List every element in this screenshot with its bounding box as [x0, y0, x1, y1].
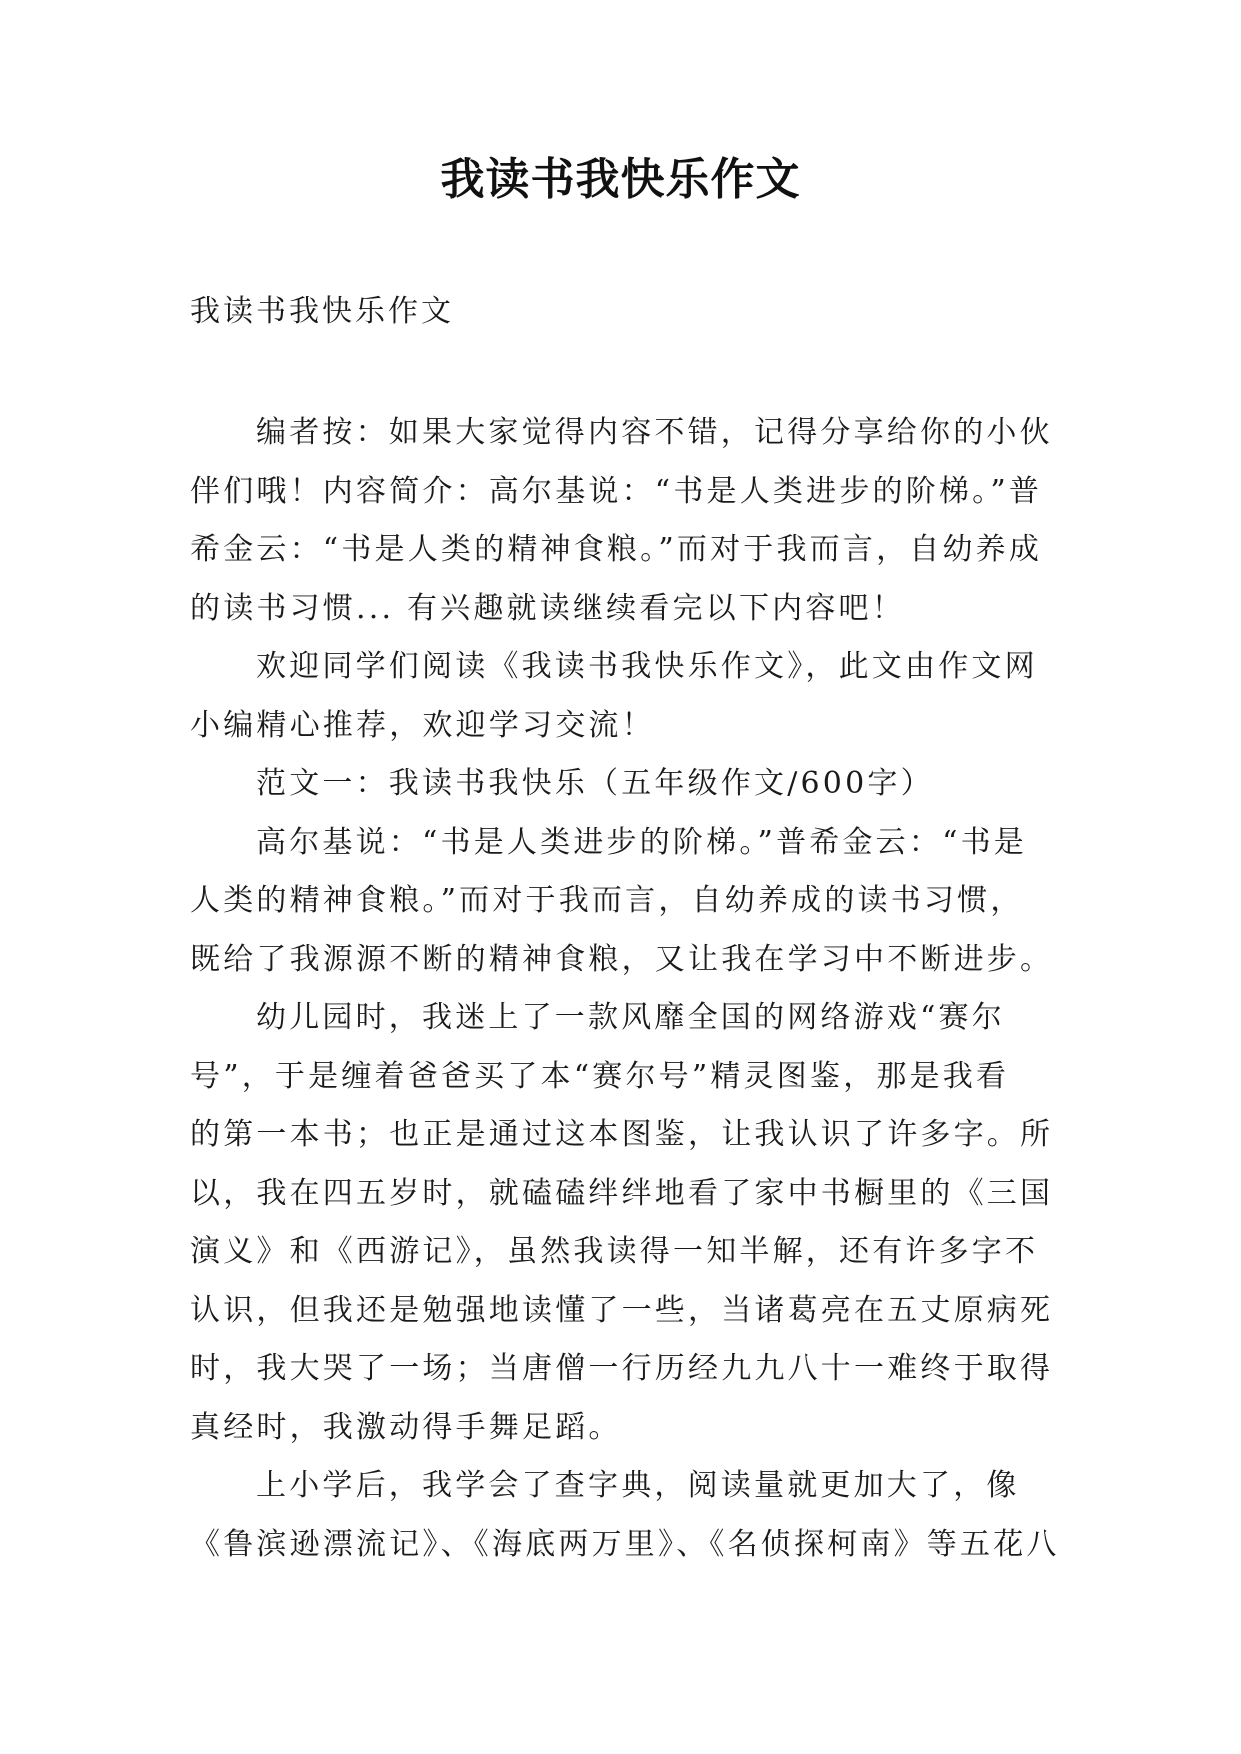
body-line: 伴们哦！内容简介：高尔基说：“书是人类进步的阶梯。”普: [190, 473, 1043, 509]
body-line: 人类的精神食粮。”而对于我而言，自幼养成的读书习惯，: [190, 883, 1024, 918]
body-line: 上小学后，我学会了查字典，阅读量就更加大了，像: [256, 1468, 1020, 1503]
document-subtitle: 我读书我快乐作文: [190, 294, 454, 329]
document-title: 我读书我快乐作文: [440, 154, 801, 205]
body-line: 真经时，我激动得手舞足蹈。: [190, 1409, 622, 1445]
body-line: 小编精心推荐，欢迎学习交流！: [190, 707, 655, 743]
body-line: 的第一本书；也正是通过这本图鉴，让我认识了许多字。所: [190, 1117, 1054, 1152]
body-line: 幼儿园时，我迷上了一款风靡全国的网络游戏“赛尔: [256, 1000, 1005, 1035]
body-line: 时，我大哭了一场；当唐僧一行历经九九八十一难终于取得: [190, 1351, 1054, 1386]
body-line: 《鲁滨逊漂流记》、《海底两万里》、《名侦探柯南》等五花八: [190, 1526, 1060, 1562]
body-line: 欢迎同学们阅读《我读书我快乐作文》，此文由作文网: [256, 649, 1038, 684]
body-line: 范文一：我读书我快乐（五年级作文/600字）: [256, 766, 934, 801]
body-line: 以，我在四五岁时，就磕磕绊绊地看了家中书橱里的《三国: [190, 1175, 1054, 1211]
body-line: 认识，但我还是勉强地读懂了一些，当诸葛亮在五丈原病死: [190, 1292, 1054, 1328]
body-line: 希金云：“书是人类的精神食粮。”而对于我而言，自幼养成: [190, 532, 1043, 567]
body-line: 的读书习惯... 有兴趣就读继续看完以下内容吧！: [190, 590, 905, 626]
body-line: 号”，于是缠着爸爸买了本“赛尔号”精灵图鉴，那是我看: [190, 1058, 1010, 1094]
body-line: 既给了我源源不断的精神食粮，又让我在学习中不断进步。: [190, 941, 1054, 977]
body-line: 高尔基说：“书是人类进步的阶梯。”普希金云：“书是: [256, 824, 1028, 860]
body-line: 编者按：如果大家觉得内容不错，记得分享给你的小伙: [256, 415, 1053, 450]
body-line: 演义》和《西游记》，虽然我读得一知半解，还有许多字不: [190, 1234, 1039, 1269]
document-body: [190, 404, 1070, 1574]
